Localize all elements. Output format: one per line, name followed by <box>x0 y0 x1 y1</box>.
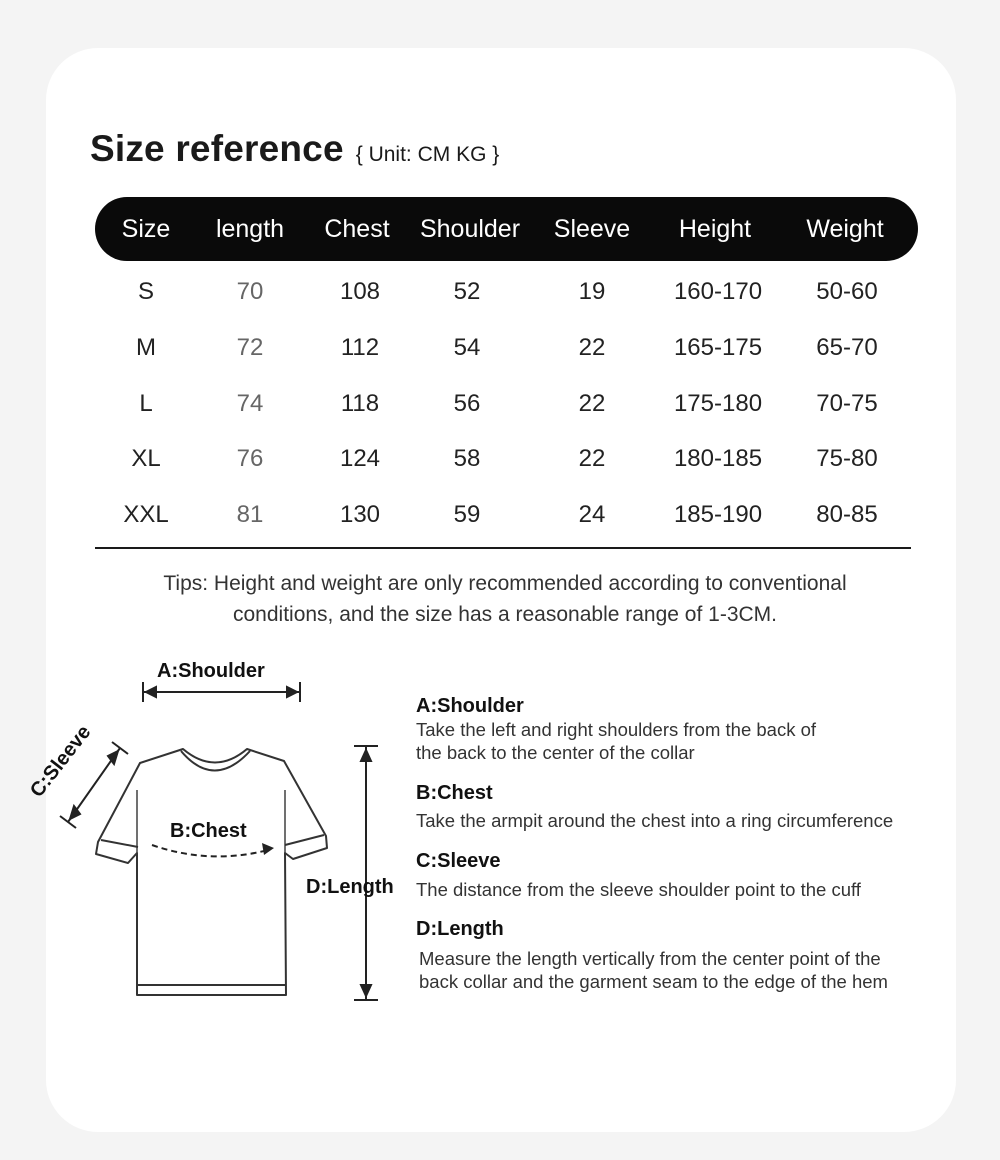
cell-shoulder: 59 <box>453 501 481 528</box>
cell-weight: 50-60 <box>816 278 878 305</box>
table-row <box>0 495 1000 535</box>
page-title: Size reference <box>90 128 344 169</box>
desc-sleeve <box>416 849 966 901</box>
cell-height: 185-190 <box>673 501 763 528</box>
tips-text <box>100 568 910 630</box>
cell-size: XL <box>131 445 161 472</box>
cell-chest: 130 <box>339 501 381 528</box>
cell-shoulder: 52 <box>453 278 481 305</box>
shoulder-arrow-icon <box>143 682 300 702</box>
cell-weight: 65-70 <box>816 334 878 361</box>
chest-arrow-icon <box>152 843 274 856</box>
col-header-chest: Chest <box>324 215 390 243</box>
tshirt-diagram <box>0 640 420 1020</box>
table-row <box>0 272 1000 312</box>
table-row <box>0 439 1000 479</box>
desc-shoulder-heading: A:Shoulder <box>416 695 524 717</box>
cell-length: 76 <box>236 445 264 472</box>
cell-sleeve: 22 <box>578 445 606 472</box>
cell-height: 165-175 <box>673 334 763 361</box>
col-header-shoulder: Shoulder <box>419 215 521 243</box>
desc-shoulder-line-2: the back to the center of the collar <box>416 742 695 763</box>
desc-length <box>416 917 966 993</box>
cell-height: 160-170 <box>673 278 763 305</box>
cell-weight: 80-85 <box>816 501 878 528</box>
desc-chest-heading: B:Chest <box>416 782 493 804</box>
desc-shoulder <box>416 694 966 764</box>
desc-length-line-1: Measure the length vertically from the center point of the <box>419 948 881 969</box>
desc-sleeve-heading: C:Sleeve <box>416 850 501 872</box>
cell-sleeve: 19 <box>578 278 606 305</box>
desc-length-line-2: back collar and the garment seam to the edge of the hem <box>419 971 888 992</box>
cell-chest: 108 <box>339 278 381 305</box>
cell-shoulder: 54 <box>453 334 481 361</box>
unit-label: { Unit: CM KG } <box>355 143 500 166</box>
tips-line-1: Tips: Height and weight are only recommended according to conventional <box>163 572 847 595</box>
cell-chest: 118 <box>340 390 380 417</box>
cell-weight: 70-75 <box>816 390 878 417</box>
sleeve-label: C:Sleeve <box>26 721 96 802</box>
desc-sleeve-line-1: The distance from the sleeve shoulder point to the cuff <box>416 879 861 900</box>
table-header <box>95 197 918 261</box>
cell-size: XXL <box>123 501 169 528</box>
title-row <box>90 128 499 170</box>
shoulder-label: A:Shoulder <box>157 660 265 682</box>
cell-size: S <box>137 278 155 305</box>
table-row <box>0 384 1000 424</box>
chest-label: B:Chest <box>170 820 247 842</box>
cell-sleeve: 22 <box>578 334 606 361</box>
table-row <box>0 328 1000 368</box>
col-header-length: length <box>215 215 285 243</box>
length-arrow-icon <box>354 746 378 1000</box>
cell-sleeve: 24 <box>578 501 606 528</box>
cell-size: M <box>136 334 156 361</box>
col-header-size: Size <box>121 215 171 243</box>
cell-height: 175-180 <box>673 390 763 417</box>
cell-length: 81 <box>236 501 264 528</box>
cell-shoulder: 58 <box>453 445 481 472</box>
col-header-sleeve: Sleeve <box>553 215 631 243</box>
cell-size: L <box>139 390 153 417</box>
desc-chest <box>416 781 966 832</box>
length-label: D:Length <box>306 876 394 898</box>
tips-line-2: conditions, and the size has a reasonable range of 1-3CM. <box>232 603 777 626</box>
tshirt-outline <box>96 749 327 995</box>
cell-sleeve: 22 <box>578 390 606 417</box>
cell-length: 72 <box>236 334 264 361</box>
cell-height: 180-185 <box>673 445 763 472</box>
col-header-weight: Weight <box>806 215 884 243</box>
cell-shoulder: 56 <box>453 390 481 417</box>
cell-chest: 112 <box>340 334 380 361</box>
cell-length: 74 <box>236 390 264 417</box>
desc-chest-line-1: Take the armpit around the chest into a ring circumference <box>416 810 894 831</box>
cell-length: 70 <box>236 278 264 305</box>
cell-chest: 124 <box>339 445 381 472</box>
cell-weight: 75-80 <box>816 445 878 472</box>
desc-shoulder-line-1: Take the left and right shoulders from the back of <box>416 719 817 740</box>
desc-length-heading: D:Length <box>416 918 504 940</box>
table-bottom-rule <box>95 547 911 549</box>
col-header-height: Height <box>678 215 752 243</box>
